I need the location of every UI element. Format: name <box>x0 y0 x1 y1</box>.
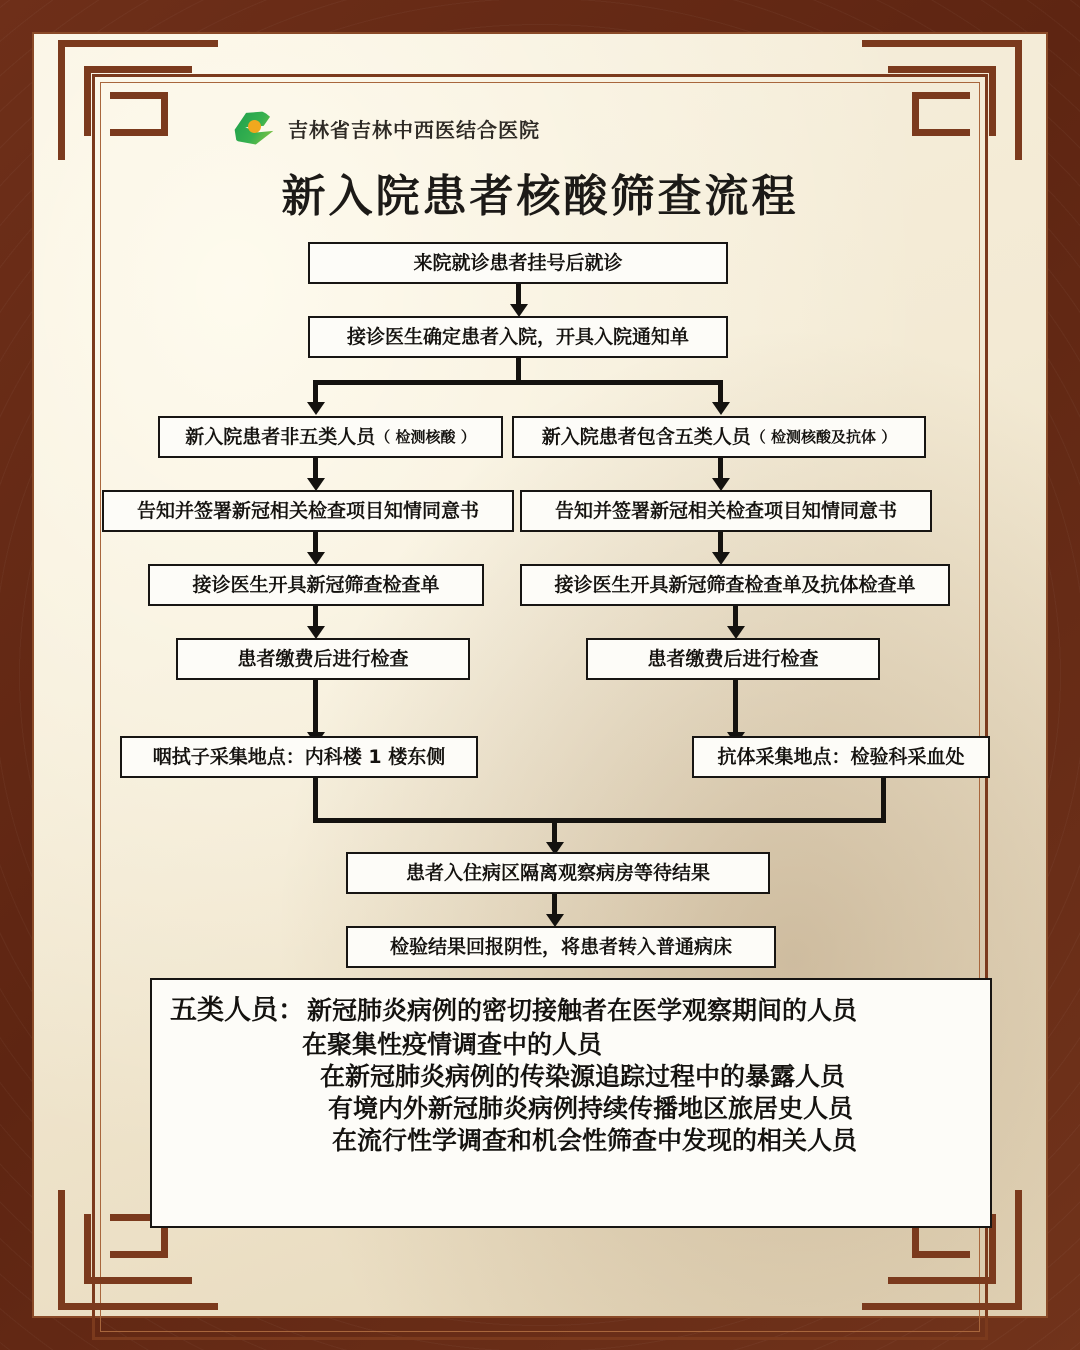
arrow-n5b-n6b <box>733 606 738 628</box>
arrow-merge-bus <box>313 818 886 823</box>
flow-node-n7a: 咽拭子采集地点：内科楼 1 楼东侧 <box>120 736 478 778</box>
arrow-n3a-n4a <box>313 458 318 480</box>
flow-node-n8: 患者入住病区隔离观察病房等待结果 <box>346 852 770 894</box>
hospital-name: 吉林省吉林中西医结合医院 <box>288 119 540 142</box>
note-lead: 五类人员： <box>170 995 305 1026</box>
arrow-n7b-down <box>881 778 886 822</box>
arrow-n6b-n7b <box>733 680 738 736</box>
arrow-n3b-n4b <box>718 458 723 480</box>
flow-node-n4a: 告知并签署新冠相关检查项目知情同意书 <box>102 490 514 532</box>
note-line-3: 有境内外新冠肺炎病例持续传播地区旅居史人员 <box>328 1093 854 1123</box>
five-categories-note <box>150 978 992 1228</box>
page-title: 新入院患者核酸筛查流程 <box>281 171 799 222</box>
flow-node-n5a: 接诊医生开具新冠筛查检查单 <box>148 564 484 606</box>
arrow-n1-n2 <box>516 284 521 306</box>
flow-node-n3a-suffix: （ 检测核酸 ） <box>375 427 476 446</box>
arrow-head-split-right <box>712 402 730 415</box>
arrow-n2-down <box>516 358 521 382</box>
arrow-split-bus <box>313 380 723 385</box>
arrow-split-right <box>718 380 723 404</box>
arrow-n8-n9 <box>552 894 557 916</box>
note-line-0-text: 新冠肺炎病例的密切接触者在医学观察期间的人员 <box>307 996 858 1025</box>
flow-node-n3a-text: 新入院患者非五类人员 <box>185 425 376 448</box>
flow-node-n3b-text: 新入院患者包含五类人员 <box>541 425 751 448</box>
arrow-head-split-left <box>307 402 325 415</box>
arrow-n4b-n5b <box>718 532 723 554</box>
flow-node-n3b <box>512 416 926 458</box>
arrow-split-left <box>313 380 318 404</box>
flowchart <box>92 228 992 988</box>
hospital-leaf-logo-icon <box>232 108 278 148</box>
hospital-logo-row <box>232 108 540 148</box>
flow-node-n4b: 告知并签署新冠相关检查项目知情同意书 <box>520 490 932 532</box>
note-line-2: 在新冠肺炎病例的传染源追踪过程中的暴露人员 <box>320 1061 846 1091</box>
flow-node-n6b: 患者缴费后进行检查 <box>586 638 880 680</box>
arrow-n7a-down <box>313 778 318 822</box>
note-line-0 <box>170 994 972 1029</box>
arrow-n5a-n6a <box>313 606 318 628</box>
note-line-4: 在流行性学调查和机会性筛查中发现的相关人员 <box>332 1125 858 1155</box>
arrow-merge-down <box>552 818 557 844</box>
flow-node-n1: 来院就诊患者挂号后就诊 <box>308 242 728 284</box>
arrow-n6a-n7a <box>313 680 318 736</box>
flow-node-n3a <box>158 416 503 458</box>
note-line-1: 在聚集性疫情调查中的人员 <box>302 1029 603 1059</box>
flow-node-n2: 接诊医生确定患者入院，开具入院通知单 <box>308 316 728 358</box>
arrow-n4a-n5a <box>313 532 318 554</box>
flow-node-n6a: 患者缴费后进行检查 <box>176 638 470 680</box>
flow-node-n7b: 抗体采集地点：检验科采血处 <box>692 736 990 778</box>
flow-node-n3b-suffix: （ 检测核酸及抗体 ） <box>750 427 897 446</box>
flow-node-n9: 检验结果回报阴性，将患者转入普通病床 <box>346 926 776 968</box>
flow-node-n5b: 接诊医生开具新冠筛查检查单及抗体检查单 <box>520 564 950 606</box>
poster-paper <box>32 32 1048 1318</box>
